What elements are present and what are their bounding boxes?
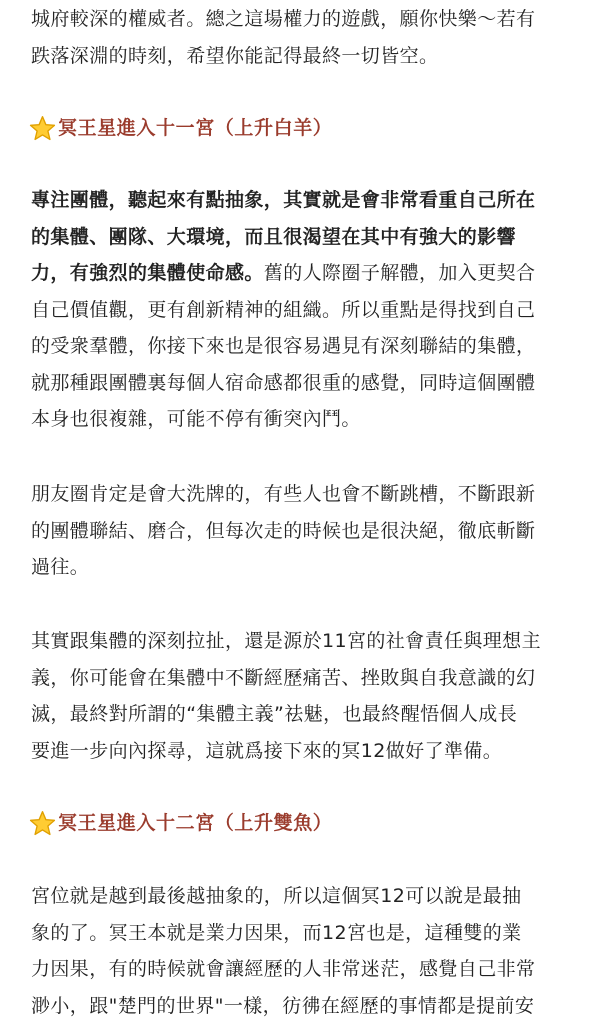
text-line: 朋友圈肯定是會大洗牌的，有些人也會不斷跳槽，不斷跟新 — [31, 483, 536, 505]
text-line: 宮位就是越到最後越抽象的，所以這個冥12可以說是最抽 — [31, 885, 522, 907]
text-line: 義，你可能會在集體中不斷經歷痛苦、挫敗與自我意識的幻 — [31, 666, 536, 689]
section-heading-text: 冥王星進入十一宮（上升白羊） — [58, 117, 333, 139]
text-line: 的團體聯結、磨合，但每次走的時候也是很決絕，徹底斬斷 — [31, 519, 536, 542]
text-line — [31, 255, 535, 292]
text-line: 跌落深淵的時刻，希望你能記得最終一切皆空。 — [31, 44, 439, 67]
text-line: 自己價值觀，更有創新精神的組織。所以重點是得找到自己 — [31, 298, 536, 321]
star-icon — [29, 810, 56, 837]
text-line: 象的了。冥王本就是業力因果，而12宮也是，這種雙的業 — [31, 921, 522, 944]
paragraph — [31, 878, 535, 1024]
text-line: 其實跟集體的深刻拉扯，還是源於11宮的社會責任與理想主 — [31, 630, 541, 652]
text-line: 滅，最終對所謂的“集體主義”祛魅，也最終醒悟個人成長 — [31, 703, 518, 725]
bold-text-fragment: 力，有強烈的集體使命感。 — [31, 262, 264, 284]
bold-text-line: 專注團體，聽起來有點抽象，其實就是會非常看重自己所在 — [31, 189, 536, 211]
section-heading-house-11 — [31, 110, 332, 146]
text-line: 就那種跟團體裏每個人宿命感都很重的感覺，同時這個團體 — [31, 371, 536, 394]
text-fragment: 舊的人際圈子解體，加入更契合 — [263, 262, 536, 284]
star-icon — [29, 115, 56, 142]
paragraph — [31, 476, 535, 586]
intro-paragraph — [31, 1, 535, 74]
paragraph — [31, 182, 535, 438]
text-line: 本身也很複雜，可能不停有衝突內鬥。 — [31, 408, 361, 430]
paragraph — [31, 623, 541, 769]
text-line: 要進一步向內探尋，這就爲接下來的冥12做好了準備。 — [31, 739, 503, 762]
text-line: 城府較深的權威者。總之這場權力的遊戲，願你快樂～若有 — [31, 8, 536, 30]
bold-text-line: 的集體、團隊、大環境，而且很渴望在其中有強大的影響 — [31, 225, 517, 248]
text-line: 的受衆羣體，你接下來也是很容易遇見有深刻聯結的集體， — [31, 335, 536, 357]
text-line: 力因果，有的時候就會讓經歷的人非常迷茫，感覺自己非常 — [31, 958, 536, 980]
text-line: 渺小，跟"楚門的世界"一樣，彷彿在經歷的事情都是提前安 — [31, 994, 535, 1017]
section-heading-house-12 — [31, 805, 332, 841]
text-line: 過往。 — [31, 556, 90, 578]
section-heading-text: 冥王星進入十二宮（上升雙魚） — [58, 812, 333, 834]
